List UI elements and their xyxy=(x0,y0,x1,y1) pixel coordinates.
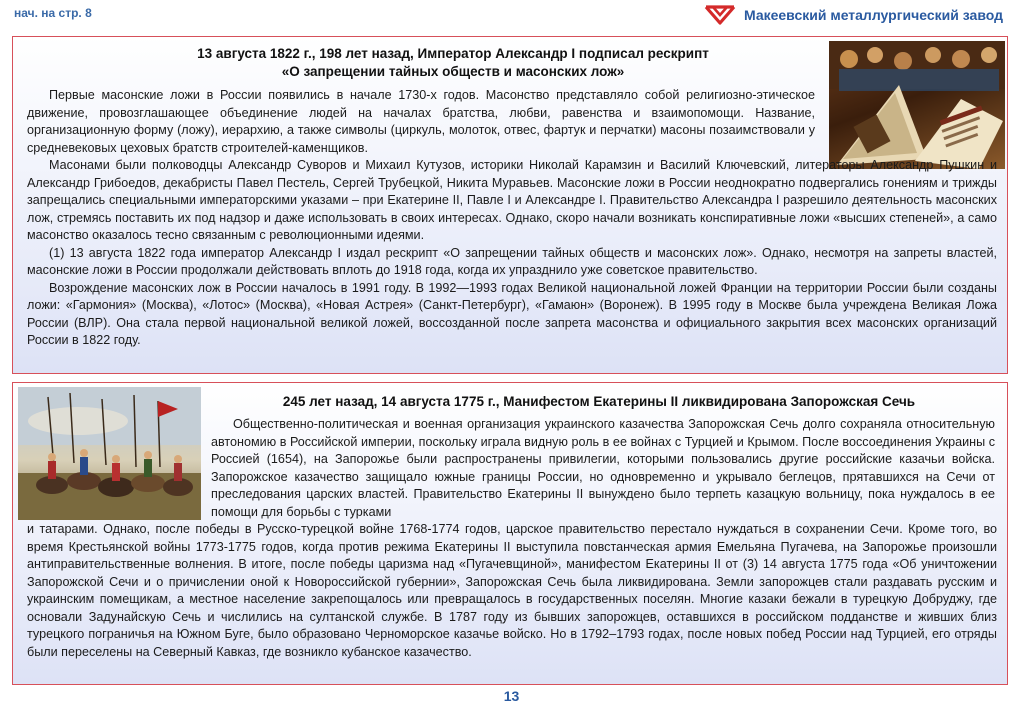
article1-paragraph-4: Возрождение масонских лож в России началось в 1991 году. В 1992—1993 годах Великой национальной ложей Франции на территории России были созданы ложи: «Гармония» (Москва), «Лотос» (Москва), «Новая Астрея» (Санкт-Петербург), «Гамаюн» (Воронеж). В 1995 году в Москве была учреждена Великая Ложа России (ВЛР). Она стала первой национальной великой ложей, воссозданной после запрета масонства и официального закрытия всех масонских организаций России в 1822 году. xyxy=(27,280,997,347)
page-number: 13 xyxy=(503,688,520,704)
cossack-cavalry-photo xyxy=(18,387,201,520)
article1-body-top xyxy=(27,87,815,157)
article2-title: 245 лет назад, 14 августа 1775 г., Манифестом Екатерины II ликвидирована Запорожская Сечь xyxy=(282,394,916,409)
article2-body-top xyxy=(211,416,995,521)
continued-from-label: нач. на стр. 8 xyxy=(14,6,92,20)
article1-title-line1: 13 августа 1822 г., 198 лет назад, Император Александр I подписал рескрипт xyxy=(197,46,709,61)
article2-paragraph-1: Общественно-политическая и военная организация украинского казачества Запорожская Сечь долго сохраняла относительную автономию в Российской империи, поскольку играла видную роль в ее войнах с Турцией и Крымом. После воссоединения Украины с Россией (1654), на Запорожье были распространены привилегии, которыми пользовались другие российские казачьи войска. Запорожское казачество защищало южные границы России, но одновременно и укрывало беглецов, прятавшихся на Сечи от преследования царских властей. Правительство Екатерины II вынуждено было терпеть казацкую вольницу, пока нуждалось в ее помощи для борьбы с турками xyxy=(211,417,995,519)
article2-body-bottom xyxy=(27,521,997,661)
article1-title xyxy=(73,45,833,81)
plant-logo-icon xyxy=(704,4,736,26)
article-freemasons xyxy=(12,36,1008,374)
cossack-cavalry-illustration xyxy=(18,387,201,520)
masonic-book-photo xyxy=(829,41,1005,169)
page-header xyxy=(0,0,1023,34)
masonic-book-illustration xyxy=(829,41,1005,169)
article-zaporozhian-sich xyxy=(12,382,1008,685)
plant-branding xyxy=(704,3,1003,27)
article1-paragraph-1: Первые масонские ложи в России появились в начале 1730-х годов. Масонство представляло собой религиозно-этическое движение, провозглашающее объединение людей на началах братства, любви, равенства и взаимопомощи. Название, организационную форму (ложу), иерархию, а также символы (циркуль, молоток, отвес, фартук и перчатки) масоны позаимствовали у средневековых цеховых братств строителей-каменщиков. xyxy=(27,88,815,155)
article1-paragraph-3: (1) 13 августа 1822 года император Александр I издал рескрипт «О запрещении тайных обществ и масонских лож». Однако, несмотря на запреты властей, масонские ложи в России продолжали действовать вплоть до 1918 года, когда их упразднило уже советское правительство. xyxy=(27,245,997,277)
article1-body-bottom xyxy=(27,157,997,350)
article1-paragraph-2: Масонами были полководцы Александр Суворов и Михаил Кутузов, историки Николай Карамзин и Василий Ключевский, литераторы Александр Пушкин и Александр Грибоедов, декабристы Павел Пестель, Сергей Трубецкой, Никита Муравьев. Масонские ложи в России неоднократно подвергались гонениям и трижды запрещались специальными императорскими указами – при Екатерине II, Павле I и Александре I. Правительство Александра I разрешило деятельность масонских лож, стремясь поставить их под надзор и даже использовать в своих интересах. Однако, скоро начали возникать конспиративные ложи «высших степеней», а само масонство оказалось тесно связанным с революционными идеями. xyxy=(27,158,997,242)
plant-name: Макеевский металлургический завод xyxy=(743,7,1003,23)
article1-title-line2: «О запрещении тайных обществ и масонских лож» xyxy=(281,64,625,79)
article2-paragraph-2: и татарами. Однако, после победы в Русско-турецкой войне 1768-1774 годов, царское правительство перестало нуждаться в сохранении Сечи. Кроме того, во время Крестьянской войны 1773-1775 годов, когда против режима Екатерины II выступила повстанческая армия Емельяна Пугачева, на Запорожье произошли антиправительственные волнения. В итоге, после победы царизма над «Пугачевщиной», манифестом Екатерины II от (3) 14 августа 1775 года «Об уничтожении Запорожской Сечи и о причислении оной к Новороссийской губернии», Запорожская Сечь была ликвидирована. Земли запорожцев стали раздавать русским и украинским помещикам, а местное население закрепощалось или превращалось в государственных поселян. Многие казаки бежали в турецкую Добруджу, где основали Задунайскую Сечь и числились на султанской службе. В 1787 году из бывших запорожцев, оставшихся в российском подданстве и живших близ турецкого пограничья на Южном Буге, было образовано Черноморское казачье войско. Но в 1792–1793 годах, после новых побед России над Турцией, его отряды были переселены на Северный Кавказ, где возникло кубанское казачество. xyxy=(27,522,997,659)
